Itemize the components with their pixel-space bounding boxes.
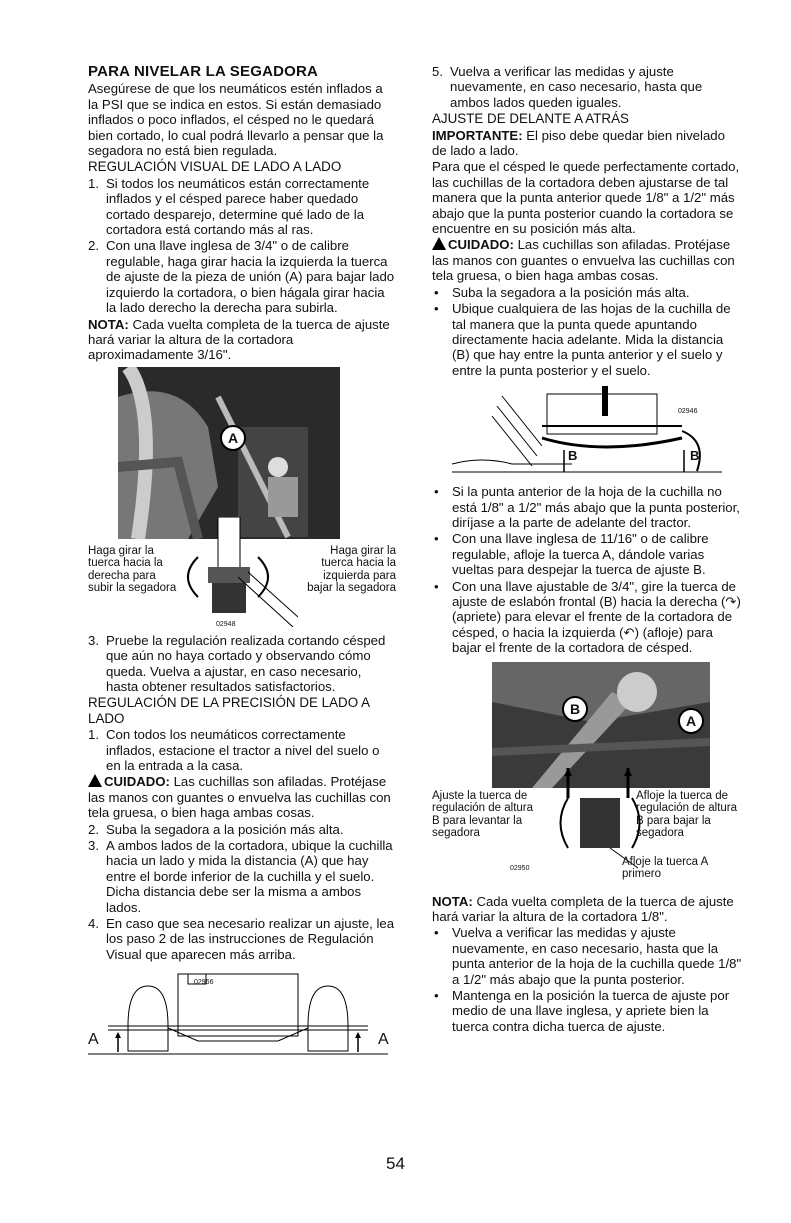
subsection-heading: REGULACIÓN VISUAL DE LADO A LADO <box>88 159 342 175</box>
list-item: • Con una llave inglesa de 11/16" o de calibre regulable, afloje la tuerca A, dándole varias vueltas para despejar la tuerca de ajuste B. <box>434 531 709 578</box>
caption-lower: Afloje la tuerca de regulación de altura B para bajar la segadora <box>636 789 738 840</box>
list-item: 2. Con una llave inglesa de 3/4" o de calibre regulable, haga girar hacia la izquierda la tuerca de ajuste de la pieza de unión (A) para bajar lado izquierdo la cortadora, o bien hágala girar hacia la lado derecho la derecha para subirla. <box>88 238 395 316</box>
list-item: 3. Pruebe la regulación realizada cortando césped que aún no haya cortado y observando cómo queda. Vuelva a ajustar, en caso necesario, hasta obtener resultados satisfactorios. <box>88 632 386 694</box>
callout-b: B <box>562 696 588 722</box>
caption-raise: Haga girar la tuerca hacia la derecha para subir la segadora <box>88 544 177 595</box>
page-number: 54 <box>386 1154 405 1173</box>
callout-a: A <box>678 708 704 734</box>
list-item: • Suba la segadora a la posición más alta. <box>434 284 690 300</box>
label-a-left: A <box>88 1031 99 1049</box>
caption-raise: Ajuste la tuerca de regulación de altura B para levantar la segadora <box>432 789 534 840</box>
subsection-heading: REGULACIÓN DE LA PRECISIÓN DE LADO A LADO <box>88 695 370 726</box>
callout-a: A <box>220 425 246 451</box>
label-b-front: B <box>568 448 578 464</box>
figure-blade-front-rear <box>432 382 742 480</box>
blade-illustration <box>452 386 722 478</box>
figure-deck-side-measure <box>88 966 396 1056</box>
photo-lift-link <box>118 367 340 539</box>
figure-code: 02950 <box>510 864 530 872</box>
list-item: 1. Con todos los neumáticos correctamente inflados, estacione el tractor a nivel del suelo o en la entrada a la casa. <box>88 727 380 773</box>
warning-icon <box>88 774 102 787</box>
list-item: 1. Si todos los neumáticos están correctamente inflados y el césped parece haber quedado cortado desparejo, determine qué lado de la cortadora está cortando más al ras. <box>88 175 370 238</box>
left-column <box>88 64 396 1060</box>
warning-icon <box>432 237 446 250</box>
caption-lower: Haga girar la tuerca hacia la izquierda para bajar la segadora <box>307 544 396 595</box>
figure-lift-link-adjustment <box>88 367 396 629</box>
intro-paragraph: Asegúrese de que los neumáticos estén inflados a la PSI que se indica en estos. Si están demasiado inflados o poco inflados, el césped no le quedará bien cortado, lo cual podrá llevarlo a pensar que la segadora no está bien regulada. <box>88 81 384 159</box>
figure-code: 02946 <box>678 408 698 416</box>
list-item: • Ubique cualquiera de las hojas de la cuchilla de tal manera que la punta quede apuntando directamente hacia adelante. Mida la distancia (B) que hay entre la punta anterior y el suelo y entre la punta posterior y el suelo. <box>434 301 731 378</box>
subsection-heading: AJUSTE DE DELANTE A ATRÁS <box>432 111 629 127</box>
right-column <box>432 64 742 1035</box>
list-item: • Con una llave ajustable de 3/4", gire la tuerca de ajuste de eslabón frontal (B) hacia la derecha (↷) (apriete) para elevar el frente de la cortadora de césped, o hacia la izquierda (↶) (afloje) para bajar el frente de la cortadora de césped. <box>434 578 741 656</box>
figure-code: 02948 <box>216 620 236 628</box>
figure-front-link-adjustment <box>432 660 742 890</box>
list-item: • Si la punta anterior de la hoja de la cuchilla no está 1/8" a 1/2" más abajo que la punta posterior, diríjase a la parte de adelante del tractor. <box>434 484 740 530</box>
list-item: 3. A ambos lados de la cortadora, ubique la cuchilla hacia un lado y mida la distancia (A) que hay entre el borde inferior de la cuchilla y el suelo. Dicha distancia debe ser la misma a ambos lados. <box>88 838 393 915</box>
list-item: • Mantenga en la posición la tuerca de ajuste por medio de una llave inglesa, y apriete bien la tuerca contra dicha tuerca de ajuste. <box>434 988 730 1034</box>
paragraph: Para que el césped le quede perfectamente cortado, las cuchillas de la cortadora deben ajustarse de tal manera que la punta anterior quede 1/8" a 1/2" más abajo que la punta posterior cuando la cortadora se encuentre en su posición más alta. <box>432 159 740 237</box>
list-item: 2. Suba la segadora a la posición más alta. <box>88 821 344 837</box>
note: NOTA: Cada vuelta completa de la tuerca de ajuste hará variar la altura de la cortadora aproximadamente 3/16". <box>88 316 390 363</box>
note: NOTA: Cada vuelta completa de la tuerca de ajuste hará variar la altura de la cortadora 1/8". <box>432 893 734 924</box>
caption-loosen-a-first: Afloje la tuerca A primero <box>622 855 708 881</box>
caution-note: CUIDADO: Las cuchillas son afiladas. Protéjase las manos con guantes o envuelva las cuchillas con tela gruesa, o bien haga ambas cosas. <box>432 237 735 284</box>
list-item: • Vuelva a verificar las medidas y ajuste nuevamente, en caso necesario, hasta que la punta anterior de la hoja de la cuchilla quede 1/8" a 1/2" más abajo que la punta posterior. <box>434 925 742 987</box>
nut-inset-illustration <box>178 517 298 627</box>
photo-illustration <box>118 367 340 539</box>
section-title: PARA NIVELAR LA SEGADORA <box>88 63 319 80</box>
list-item: 4. En caso que sea necesario realizar un ajuste, lea los paso 2 de las instrucciones de Regulación Visual que aparecen más arriba. <box>88 916 395 962</box>
label-b-rear: B <box>690 448 700 464</box>
list-item: 5. Vuelva a verificar las medidas y ajuste nuevamente, en caso necesario, hasta que ambos lados queden iguales. <box>432 64 703 110</box>
figure-code: 02966 <box>194 979 214 987</box>
label-a-right: A <box>378 1031 389 1049</box>
deck-side-illustration <box>88 966 388 1056</box>
caution-note: CUIDADO: Las cuchillas son afiladas. Protéjase las manos con guantes o envuelva las cuchillas con tela gruesa, o bien haga ambas cosas. <box>88 774 391 821</box>
important-note: IMPORTANTE: El piso debe quedar bien nivelado de lado a lado. <box>432 127 725 159</box>
